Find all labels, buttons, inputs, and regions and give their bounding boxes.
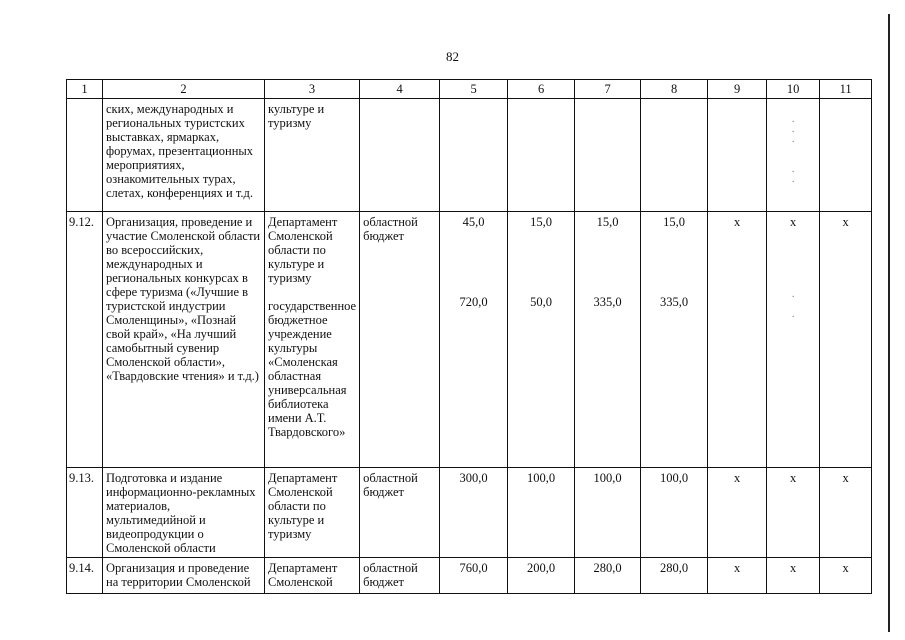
value-cell: 300,0 [440,468,508,558]
activity-cell: Организация и проведение на территории Смоленской [103,558,265,594]
table-row [67,468,872,558]
value-secondary: 335,0 [660,295,689,309]
column-header: 4 [360,80,440,99]
activity-cell: Подготовка и издание информационно-рекламных материалов, мультимедийной и видеопродукции о Смоленской области [103,468,265,558]
scan-artifact-dots: · · · · · [791,117,795,188]
source-cell: областной бюджет [360,468,440,558]
value-cell [508,212,575,468]
extra-cell [708,99,767,212]
value-cell [575,212,641,468]
source-cell: областной бюджет [360,212,440,468]
column-header: 11 [820,80,872,99]
column-header: 5 [440,80,508,99]
column-header: 3 [265,80,360,99]
extra-cell: х [708,468,767,558]
table-row [67,558,872,594]
scan-artifact-dots: · · [791,292,795,323]
source-cell [360,99,440,212]
extra-cell [767,99,820,212]
value-cell [575,99,641,212]
executor-cell: Департамент Смоленской области по культуре и туризму [265,468,360,558]
value-secondary: 720,0 [459,295,488,309]
value-cell [508,99,575,212]
value-cell: 280,0 [575,558,641,594]
value-primary: 45,0 [462,215,485,229]
executor-secondary: государственное бюджетное учреждение культуры «Смоленская областная универсальная библиотека имени А.Т. Твардовского» [268,299,357,439]
extra-cell: х [767,468,820,558]
value-cell: 100,0 [641,468,708,558]
value-cell [641,212,708,468]
value-cell [440,99,508,212]
column-header: 2 [103,80,265,99]
row-number: 9.12. [67,212,103,468]
extra-cell: х [708,212,767,468]
executor-cell [265,212,360,468]
activity-cell: ских, международных и региональных туристских выставках, ярмарках, форумах, презентационных мероприятиях, ознакомительных турах, слетах, конференциях и т.д. [103,99,265,212]
page-number: 82 [446,49,459,64]
table-row [67,212,872,468]
extra-cell: х [820,558,872,594]
executor-primary: Департамент Смоленской области по культуре и туризму [268,215,338,285]
extra-cell: х [820,212,872,468]
value-secondary: 50,0 [530,295,553,309]
value-primary: 15,0 [530,215,553,229]
column-header: 9 [708,80,767,99]
extra-cell: х [708,558,767,594]
column-header: 10 [767,80,820,99]
row-number: 9.14. [67,558,103,594]
extra-cell: х [767,558,820,594]
column-header: 7 [575,80,641,99]
value-secondary: 335,0 [593,295,622,309]
value-cell [641,99,708,212]
value-cell: 200,0 [508,558,575,594]
column-header: 8 [641,80,708,99]
value-cell: 280,0 [641,558,708,594]
row-number [67,99,103,212]
value-primary: 15,0 [596,215,619,229]
value-cell [440,212,508,468]
executor-cell: культуре и туризму [265,99,360,212]
source-cell: областной бюджет [360,558,440,594]
extra-cell [820,99,872,212]
column-header: 6 [508,80,575,99]
activity-cell: Организация, проведение и участие Смоленской области во всероссийских, международных и региональных конкурсах в сфере туризма («Лучшие в туристской индустрии Смоленщины», «Познай свой край», «На лучший самобытный сувенир Смоленской области», «Твардовские чтения» и т.д.) [103,212,265,468]
header-row [67,80,872,99]
extra-cell: х [820,468,872,558]
page-edge-line [888,14,890,632]
table-row [67,99,872,212]
value-cell: 100,0 [575,468,641,558]
column-header: 1 [67,80,103,99]
budget-table [66,79,872,594]
value-primary: 15,0 [663,215,686,229]
extra-cell [767,212,820,468]
value-cell: 100,0 [508,468,575,558]
row-number: 9.13. [67,468,103,558]
value-cell: 760,0 [440,558,508,594]
extra-value: х [789,215,797,229]
executor-cell: Департамент Смоленской [265,558,360,594]
